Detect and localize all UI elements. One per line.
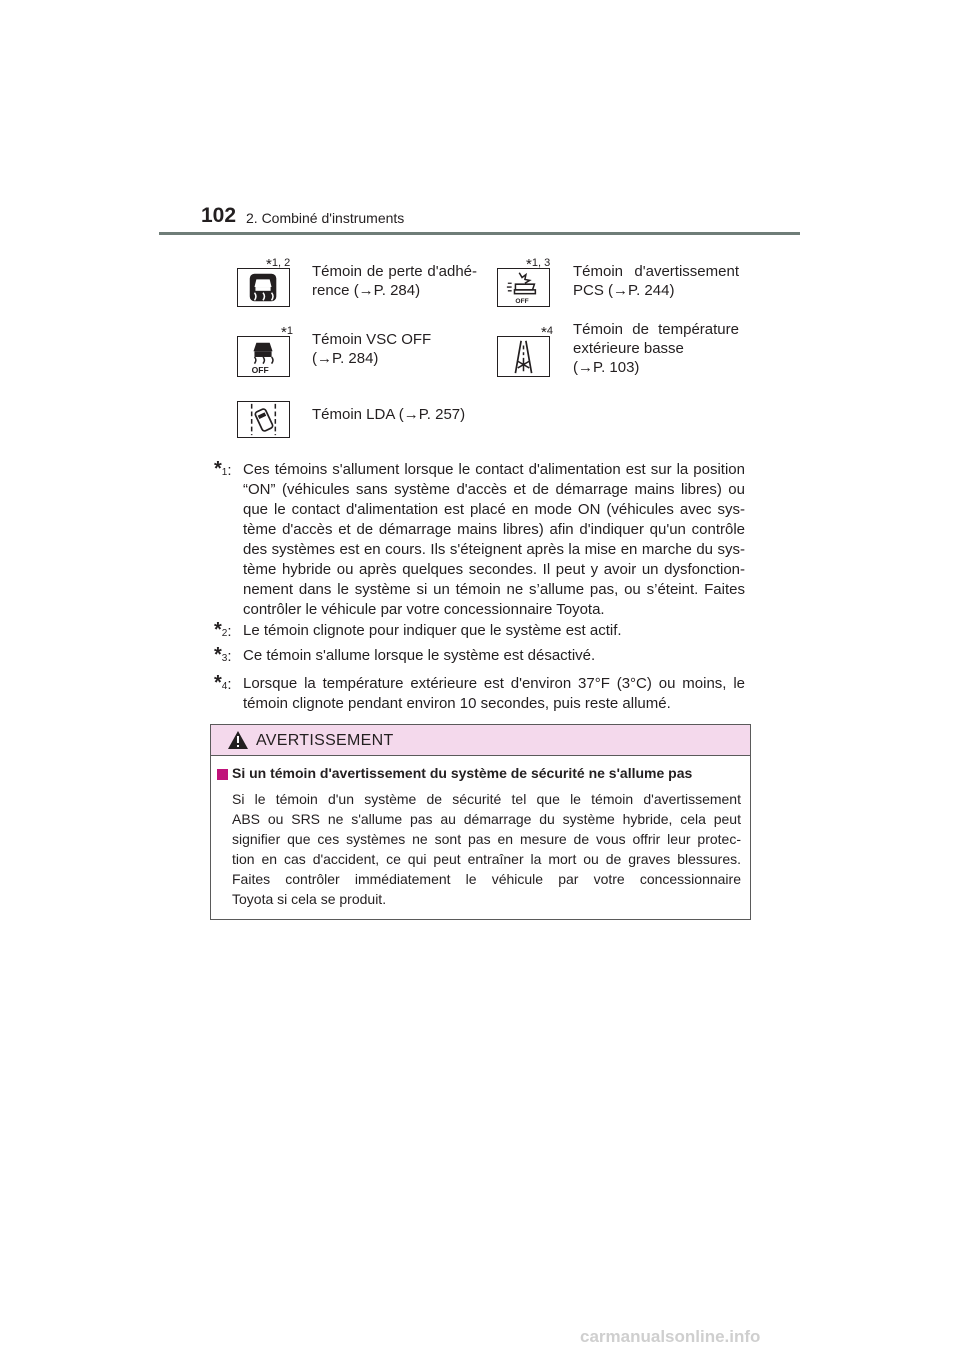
indicator-label-slip: Témoin de perte d'adhé- [312,263,477,280]
note-4-text: Lorsque la température extérieure est d'environ 37°F (3°C) ou moins, le témoin clignote pendant environ 10 secondes, puis reste allumé. [243,675,745,712]
indicator-note-ref: *1 [281,324,293,341]
note-1-text: Ces témoins s'allument lorsque le contact d'alimentation est sur la position “ON” (véhicules sans système d'accès et de démarrage mains libres) ou que le contact d'alimentation est placé en mode ON (véhicules avec sys- tème d'accès et de démarrage mains libres) afin d'indiquer qu'un contrôle des systèmes est en cours. Ils s'éteignent après la mise en marche du sys- tème hybride ou après quelques secondes. Il peut y avoir un dysfonction- nement dans le système si un témoin ne s’allume pas, ou s’éteint. Faites contrôler le véhicule par votre concessionnaire Toyota. [243,461,745,618]
note-marker-3: *3: [214,644,232,666]
indicator-label-temperature-line3: (→P. 103) [573,359,640,376]
low-outside-temperature-icon [497,336,550,377]
indicator-label-vsc: Témoin VSC OFF [312,331,432,348]
indicator-note-ref: *1, 2 [266,256,291,273]
indicator-label-lda: Témoin LDA (→P. 257) [312,406,466,423]
header-rule [159,232,800,235]
svg-text:OFF: OFF [251,365,269,376]
indicator-label-pcs: Témoin d'avertissement [573,263,739,280]
warning-body: Si le témoin d'un système de sécurité tel que le témoin d'avertissement ABS ou SRS ne s'allume pas au démarrage du système hybride, cela peut signifier que ces systèmes ne sont pas en mesure de vous offrir leur protec- tion en cas d'accident, ce qui peut entraîner la mort ou de graves blessures. Faites contrôler immédiatement le véhicule par votre concessionnaire Toyota si cela se produit. [232,791,741,907]
note-marker-4: *4: [214,672,232,694]
indicator-note-ref: *1, 3 [526,256,551,273]
note-3-text: Ce témoin s'allume lorsque le système est désactivé. [243,647,596,664]
indicator-note-ref: *4 [541,324,553,341]
indicator-label-pcs-line2: PCS (→P. 244) [573,282,675,299]
indicator-label-temperature: Témoin de température [573,321,739,338]
slip-indicator-icon [237,268,290,307]
svg-text:OFF: OFF [515,298,529,306]
warning-triangle-icon [227,730,249,750]
indicator-label-temperature-line2: extérieure basse [573,340,684,357]
indicator-label-slip-line2: rence (→P. 284) [312,282,421,299]
vsc-off-icon [237,336,290,377]
lda-icon [237,401,290,438]
note-marker-1: *1: [214,458,232,480]
note-marker-2: *2: [214,619,232,641]
watermark: carmanualsonline.info [580,1327,761,1346]
warning-box [210,724,751,920]
warning-bullet [217,769,228,780]
warning-header [211,725,750,756]
indicator-label-vsc-line2: (→P. 284) [312,350,379,367]
page-number: 102 [201,204,237,227]
note-2-text: Le témoin clignote pour indiquer que le système est actif. [243,622,622,639]
warning-title: AVERTISSEMENT [256,732,394,749]
section-title: 2. Combiné d'instruments [246,210,405,226]
pcs-off-warning-icon [497,268,550,307]
warning-heading: Si un témoin d'avertissement du système de sécurité ne s'allume pas [232,765,693,781]
